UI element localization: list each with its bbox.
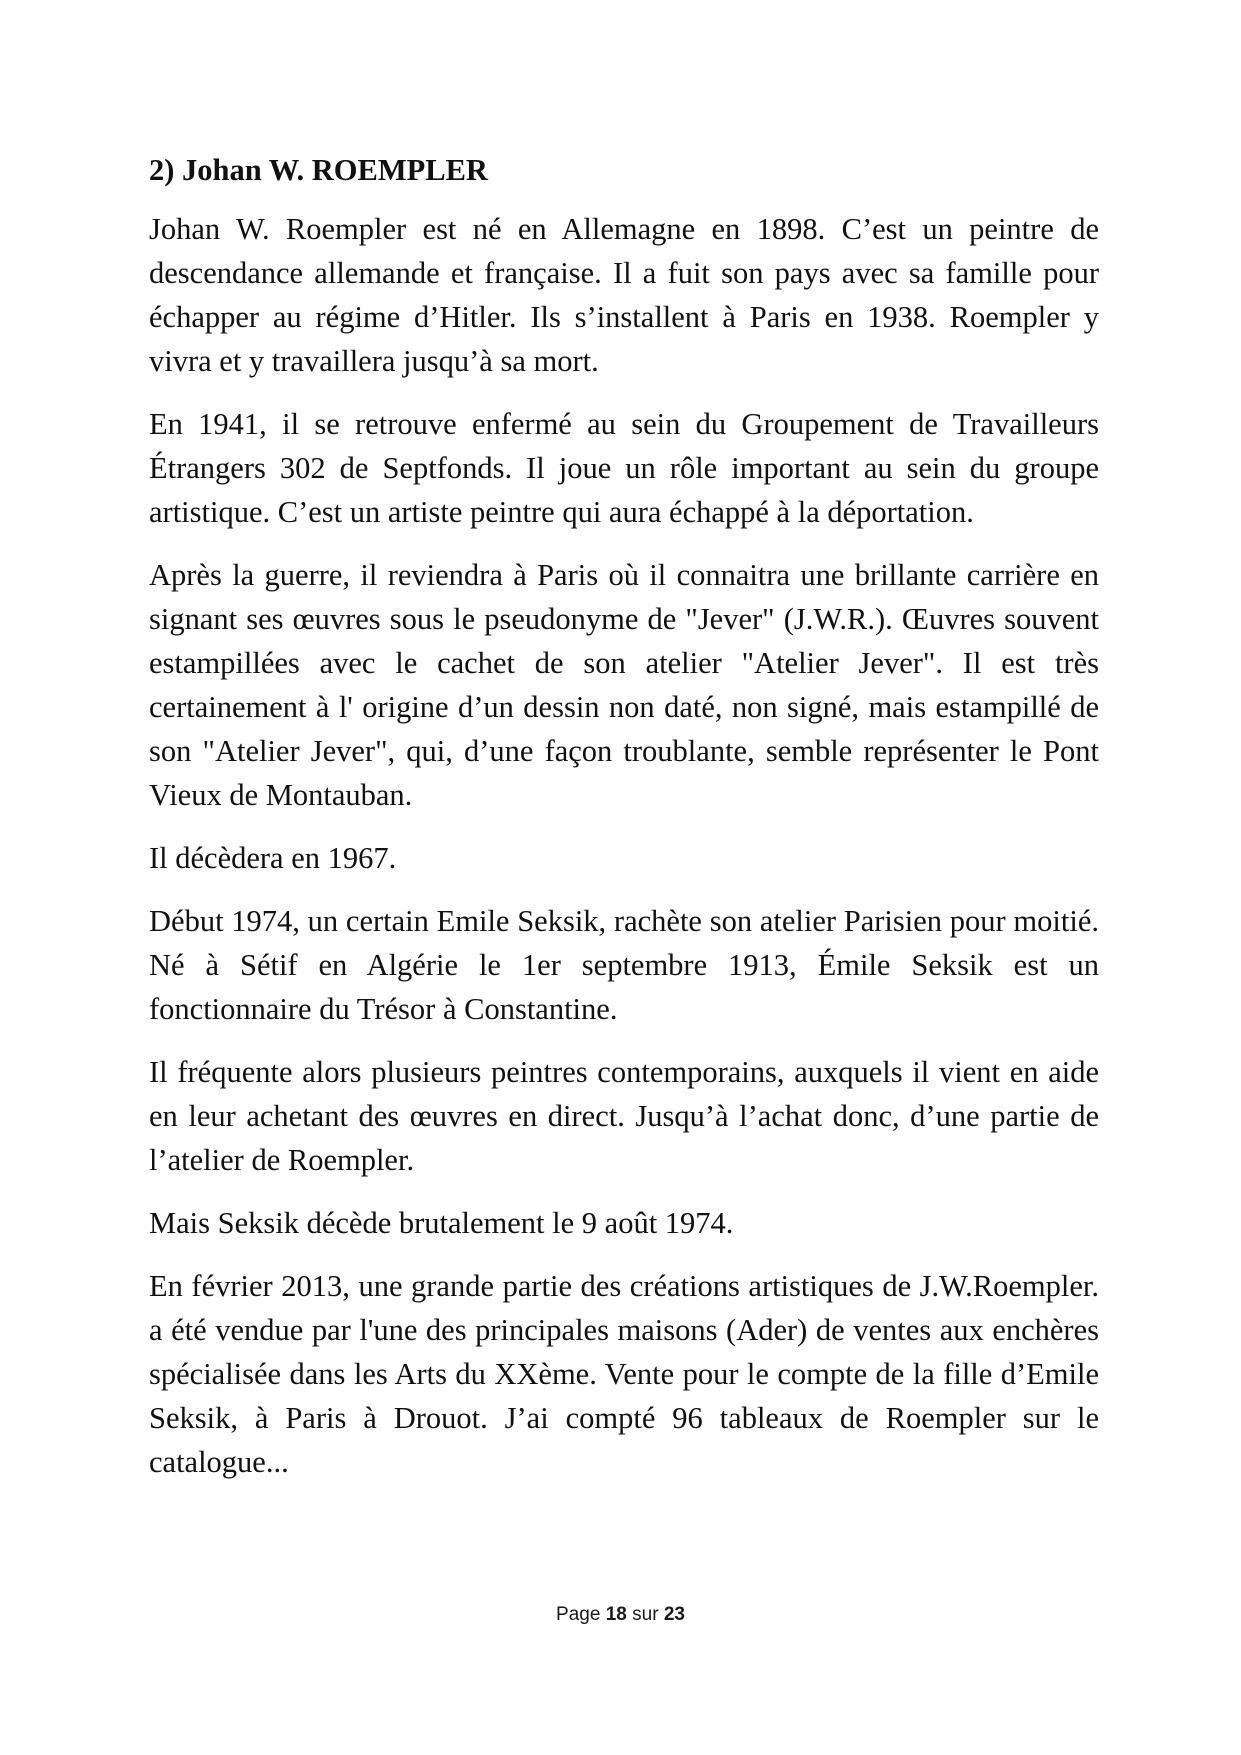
paragraph-after-war: Après la guerre, il reviendra à Paris où il connaitra une brillante carrière en signant ses œuvres sous le pseudonyme de "Jever" (J.W.R.). Œuvres souvent estampillées avec le cachet de son atelier "Atelier Jever". Il est très certainement à l' origine d’un dessin non daté, non signé, mais estampillé de son "Atelier Jever", qui, d’une façon troublante, semble représenter le Pont Vieux de Montauban.	[149, 558, 1099, 812]
section-heading: 2) Johan W. ROEMPLER	[149, 153, 488, 187]
paragraph-seksik-death: Mais Seksik décède brutalement le 9 août 1974.	[149, 1206, 734, 1240]
paragraph-auction: En février 2013, une grande partie des créations artistiques de J.W.Roempler. a été vendue par l'une des principales maisons (Ader) de ventes aux enchères spécialisée dans les Arts du XXème. Vente pour le compte de la fille d’Emile Seksik, à Paris à Drouot. J’ai compté 96 tableaux de Roempler sur le catalogue...	[149, 1269, 1099, 1479]
paragraph-seksik-purchase: Début 1974, un certain Emile Seksik, rachète son atelier Parisien pour moitié. Né à Sétif en Algérie le 1er septembre 1913, Émile Seksik est un fonctionnaire du Trésor à Constantine.	[149, 904, 1099, 1026]
total-pages-number: 23	[663, 1604, 685, 1625]
paragraph-seksik-painters: Il fréquente alors plusieurs peintres contemporains, auxquels il vient en aide en leur achetant des œuvres en direct. Jusqu’à l’achat donc, d’une partie de l’atelier de Roempler.	[149, 1055, 1099, 1177]
paragraph-septfonds: En 1941, il se retrouve enfermé au sein du Groupement de Travailleurs Étrangers 302 de Septfonds. Il joue un rôle important au sein du groupe artistique. C’est un artiste peintre qui aura échappé à la déportation.	[149, 407, 1099, 529]
page-label: Page	[556, 1604, 601, 1625]
paragraph-death: Il décèdera en 1967.	[149, 841, 397, 875]
current-page-number: 18	[605, 1604, 627, 1625]
page-separator: sur	[632, 1604, 659, 1625]
document-body	[149, 148, 1099, 1503]
page-footer	[0, 1604, 1241, 1626]
paragraph-biography: Johan W. Roempler est né en Allemagne en 1898. C’est un peintre de descendance allemande et française. Il a fuit son pays avec sa famille pour échapper au régime d’Hitler. Ils s’installent à Paris en 1938. Roempler y vivra et y travaillera jusqu’à sa mort.	[149, 212, 1099, 378]
